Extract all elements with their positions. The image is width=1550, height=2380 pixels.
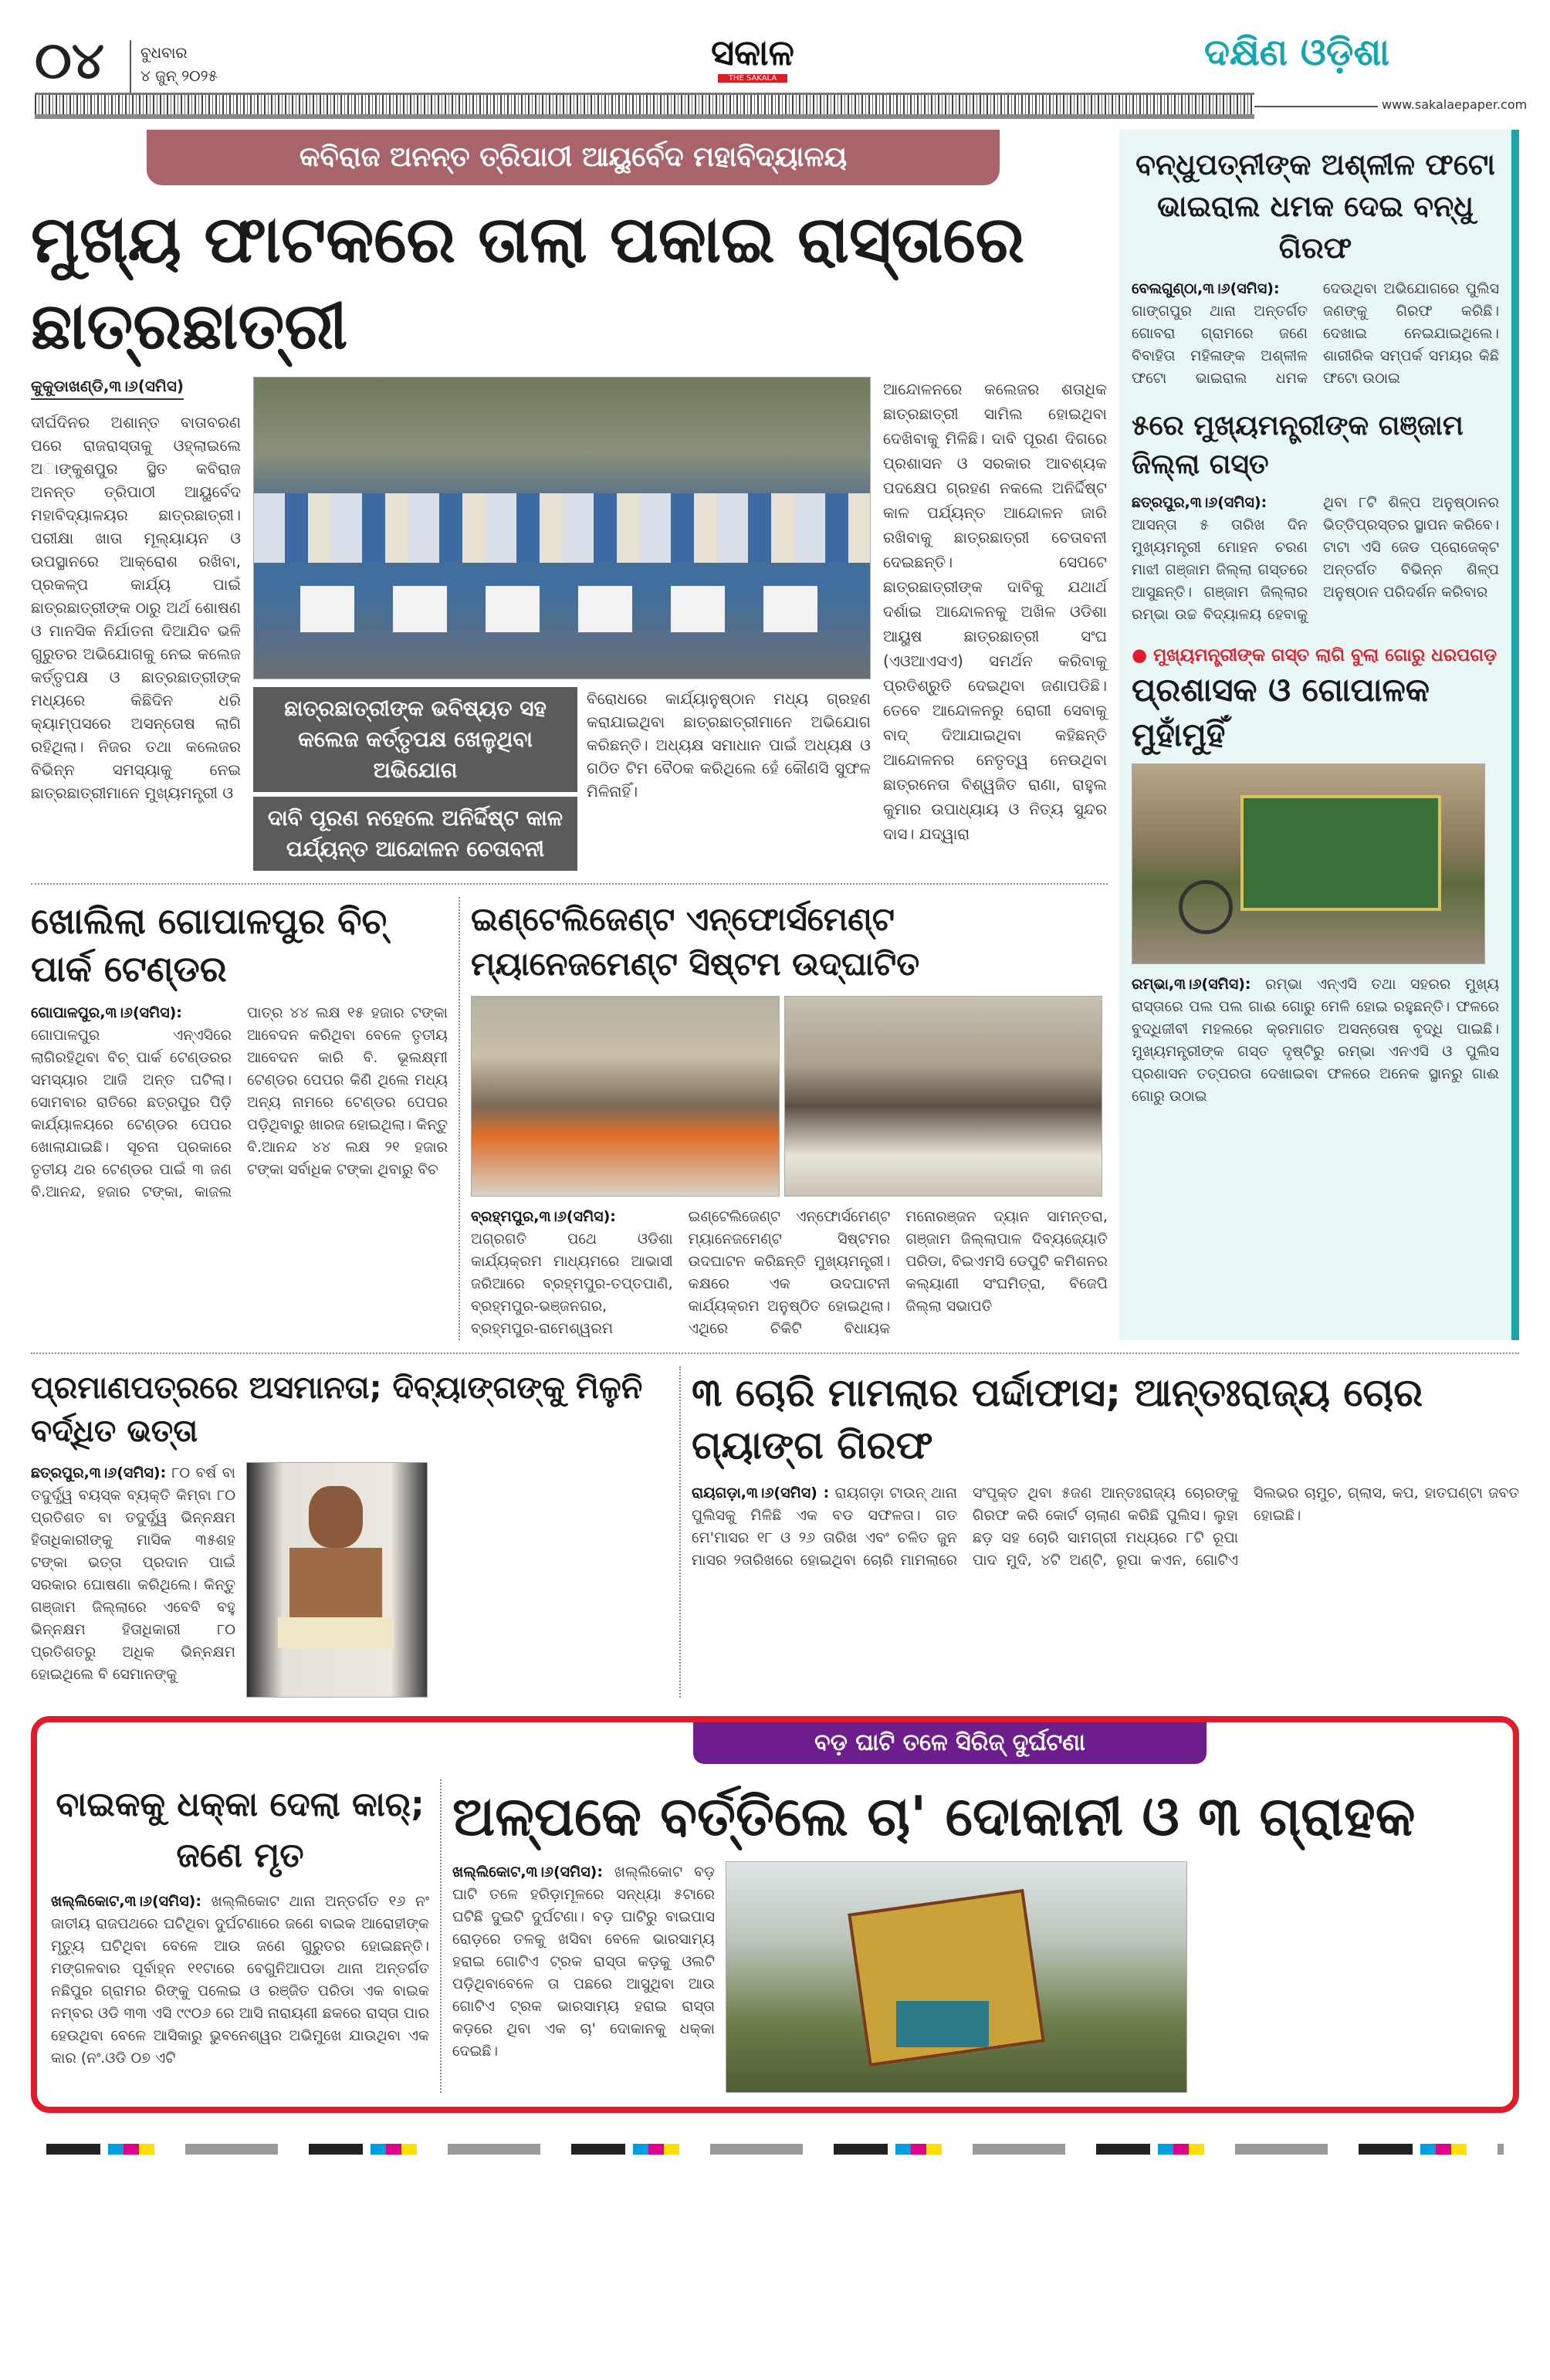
dateline: ଛତ୍ରପୁର,୩।୬(ସମିସ): [1132, 494, 1267, 511]
accident-tab: ବଡ଼ ଘାଟି ତଳେ ସିରିଜ୍ ଦୁର୍ଘଟଣା [693, 1722, 1206, 1764]
theft-article [679, 1366, 1519, 1698]
dateline: ବ୍ରହ୍ମପୁର,୩।୬(ସମିସ): [471, 1208, 616, 1225]
story-text: ଆସନ୍ତା ୫ ତାରିଖ ଦିନ ମୁଖ୍ୟମନ୍ତ୍ରୀ ମୋହନ ଚରଣ ମାଝୀ ଗଞ୍ଜାମ ଜିଲ୍ଲା ଗସ୍ତରେ ଆସୁଛନ୍ତି। ଗଞ୍ଜାମ ଜିଲ୍ଲାର ରମ୍ଭା ଉଚ୍ଚ ବିଦ୍ୟାଳୟ ହେବାକୁ ଥିବା ୮ଟି ଶିଳ୍ପ ଅନୁଷ୍ଠାନର ଭିତ୍ତିପ୍ରସ୍ତର ସ୍ଥାପନ କରିବେ। ଟାଟା ଏସି ଜେଡ ପ୍ରୋଜେକ୍ଟ ଅନ୍ତର୍ଗତ ବିଭିନ୍ନ ଶିଳ୍ପ ଅନୁଷ୍ଠାନ ପରିଦର୍ଶନ କରିବାର [1132, 494, 1499, 623]
dateline: ଖଲ୍ଲିକୋଟ,୩।୬(ସମିସ): [51, 1893, 201, 1910]
itms-headline: ଇଣ୍ଟେଲିଜେଣ୍ଟ ଏନ୍‌ଫୋର୍ସମେଣ୍ଟ ମ୍ୟାନେଜମେଣ୍ଟ ସିଷ୍ଟମ ଉଦ୍‌ଘାଟିତ [471, 900, 920, 983]
divyang-body-col1 [31, 1462, 235, 1698]
story-text: ଖଲ୍ଲିକୋଟ ଥାନା ଅନ୍ତର୍ଗତ ୧୬ ନଂ ଜାତୀୟ ରାଜପଥରେ ଘଟିଥିବା ଦୁର୍ଘଟଣାରେ ଜଣେ ବାଇକ ଆରୋହୀଙ୍କ ମୃତ୍ୟୁ ଘଟିଥିବା ବେଳେ ଆଉ ଜଣେ ଗୁରୁତର ହୋଇଛନ୍ତି। ମଙ୍ଗଳବାର ପୂର୍ବାହ୍ନ ୧୧ଟାରେ ବେଗୁନିଆପଡା ଥାନା ଅନ୍ତର୍ଗତ ନଛିପୁର ଗ୍ରାମର ରିଙ୍କୁ ପଲେଇ ଓ ରଞ୍ଜିତ ପରିଡା ଏକ ବାଇକ ନମ୍ବର ଓଡି ୩୩ ଏସି ୯୯୦୬ ରେ ଆସି ନାରାୟଣୀ ଛକରେ ରାସ୍ତା ପାର ହେଉଥିବା ବେଳେ ଆସିକାରୁ ଭୁବନେଶ୍ୱର ଅଭିମୁଖେ ଯାଉଥିବା ଏକ କାର (ନଂ.ଓଡି ୦୭ ଏଟି [51, 1893, 429, 2067]
sidebar-story3-body [1132, 973, 1499, 1108]
theft-body [692, 1482, 1519, 1572]
accident-photo-overturned-truck [726, 1861, 1187, 2093]
gopalpur-article [31, 897, 448, 1340]
sidebar-photo-cattle-van [1132, 763, 1485, 964]
gopalpur-body [31, 1002, 448, 1204]
lead-dateline: କୁକୁଡାଖଣ୍ଡି,୩।୬(ସମିସ) [31, 377, 184, 400]
logo-subtitle: THE SAKALA [718, 74, 787, 83]
divyang-headline: ପ୍ରମାଣପତ୍ରରେ ଅସମାନତା; ଦିବ୍ୟାଙ୍ଗଙ୍କୁ ମିଳୁନି ବର୍ଦ୍ଧିତ ଭତ୍ତା [31, 1370, 643, 1449]
website-url: www.sakalaepaper.com [1382, 97, 1528, 112]
story-text: ଖଲ୍ଲିକୋଟ ବଡ଼ ଘାଟି ତଳେ ହରିଡ଼ାମୂଳରେ ସନ୍ଧ୍ୟା ୫ଟାରେ ଘଟିଛି ଦୁଇଟି ଦୁର୍ଘଟଣା। ବଡ଼ ଘାଟିରୁ ବାଇପାସ ରୋଡ଼ରେ ତଳକୁ ଖସିବା ବେଳେ ଭାରସାମ୍ୟ ହରାଇ ଗୋଟିଏ ଟ୍ରକ ରାସ୍ତା କଡ଼କୁ ଓଲଟି ପଡ଼ିଥିବାବେଳେ ତା ପଛରେ ଆସୁଥିବା ଆଉ ଗୋଟିଏ ଟ୍ରକ ଭାରସାମ୍ୟ ହରାଇ ରାସ୍ତା କଡ଼ରେ ଥିବା ଏକ ଚା' ଦୋକାନକୁ ଧକ୍କା ଦେଇଛି। [452, 1864, 716, 2060]
dateline: ଛତ୍ରପୁର,୩।୬(ସମିସ): [31, 1464, 167, 1481]
logo-text: ସକାଳ [711, 32, 794, 73]
bike-headline: ବାଇକକୁ ଧକ୍କା ଦେଲା କାର୍; ଜଣେ ମୃତ [56, 1785, 425, 1875]
divyang-photo-man-wheelchair [246, 1462, 428, 1698]
itms-body [471, 1206, 1108, 1340]
bike-article [51, 1779, 429, 2093]
lead-body-col3: ବିରୋଧରେ କାର୍ଯ୍ୟାନୁଷ୍ଠାନ ମଧ୍ୟ ଗ୍ରହଣ କରାଯାଇଥିବା ଛାତ୍ରଛାତ୍ରୀମାନେ ଅଭିଯୋଗ କରିଛନ୍ତି। ଅଧ୍ୟକ୍ଷ ସମାଧାନ ପାଇଁ ଅଧ୍ୟକ୍ଷ ଓ ଗଠିତ ଟିମ ବୈଠକ କରିଥିଲେ ହେଁ କୌଣସି ସୁଫଳ ମିଳିନାହିଁ। [587, 689, 871, 801]
masthead-logo [683, 31, 822, 83]
accident-body [452, 1861, 715, 2093]
sidebar-story2-body [1132, 492, 1499, 626]
dateline: ରମ୍ଭା,୩।୬(ସମିସ): [1132, 976, 1251, 993]
page-number: ୦୪ [35, 31, 105, 90]
story-text: ଗାଙ୍ଗପୁର ଥାନା ଅନ୍ତର୍ଗତ ଗୋବରା ଗ୍ରାମରେ ଜଣେ ବିବାହିତା ମହିଳାଙ୍କ ଅଶ୍ଳୀଳ ଫଟୋ ଭାଇରାଲ ଧମକ ଦେଉଥିବା ଅଭିଯୋଗରେ ପୁଲିସ ଜଣଙ୍କୁ ଗିରଫ କରିଛି। ଦେଖାଇ ନେଇଯାଇଥିଲେ। ଶାରୀରିକ ସମ୍ପର୍କ ସମୟର କିଛି ଫଟୋ ଉଠାଇ [1132, 280, 1499, 387]
divider [130, 40, 131, 94]
lead-col1 [31, 377, 241, 871]
lead-middle [253, 377, 871, 871]
lead-headline: ମୁଖ୍ୟ ଫାଟକରେ ତାଲା ପକାଇ ରାସ୍ତାରେ ଛାତ୍ରଛାତ୍ରୀ [31, 201, 1025, 364]
dateline: ବେଲଗୁଣ୍ଠା,୩।୬(ସମିସ): [1132, 280, 1280, 297]
lead-body-col2: ଆନ୍ଦୋଳନରେ କଲେଜର ଶତାଧିକ ଛାତ୍ରଛାତ୍ରୀ ସାମିଲ ହୋଇଥିବା ଦେଖିବାକୁ ମିଳିଛି। ଦାବି ପୂରଣ ଦିଗରେ ପ୍ରଶାସନ ଓ ସରକାର ଆବଶ୍ୟକ ପଦକ୍ଷେପ ଗ୍ରହଣ ନକଲେ ଅନିର୍ଦ୍ଦିଷ୍ଟ କାଳ ପର୍ଯ୍ୟନ୍ତ ଆନ୍ଦୋଳନ ଜାରି ରଖିବାକୁ ଛାତ୍ରଛାତ୍ରୀ ଚେତାବନୀ ଦେଇଛନ୍ତି। ସେପଟେ ଛାତ୍ରଛାତ୍ରୀଙ୍କ ଦାବିକୁ ଯଥାର୍ଥ ଦର୍ଶାଇ ଆନ୍ଦୋଳନକୁ ଅଖିଳ ଓଡିଶା ଆୟୁଷ ଛାତ୍ରଛାତ୍ରୀ ସଂଘ (ଏଓଆଏସଏ) ସମର୍ଥନ କରିବାକୁ ପ୍ରତିଶ୍ରୁତି ଦେଇଥିବା ଜଣାପଡିଛି। ତେବେ ଆନ୍ଦୋଳନରୁ ରୋଗୀ ସେବାକୁ ବାଦ୍ ଦିଆଯାଇଥିବା କହିଛନ୍ତି ଆନ୍ଦୋଳନର ନେତୃତ୍ୱ ନେଉଥିବା ଛାତ୍ରନେତା ବିଶ୍ୱଜିତ ରାଣା, ରାହୁଲ କୁମାର ଉପାଧ୍ୟାୟ ଓ ନିତ୍ୟ ସୁନ୍ଦର ଦାସ। ଯଦ୍ୱାରା [883, 380, 1107, 843]
kicker-text: ମୁଖ୍ୟମନ୍ତ୍ରୀଙ୍କ ଗସ୍ତ ଲାଗି ବୁଲା ଗୋରୁ ଧରପଗଡ଼ [1153, 645, 1498, 665]
highlight-box-allegation: ଛାତ୍ରଛାତ୍ରୀଙ୍କ ଭବିଷ୍ୟତ ସହ କଲେଜ କର୍ତ୍ତୃପକ୍ଷ ଖେଳୁଥିବା ଅଭିଯୋଗ [253, 687, 577, 792]
itms-photo-audience [471, 996, 780, 1197]
issue-date: ୪ ଜୁନ୍ ୨୦୨୫ [140, 66, 218, 85]
gopalpur-headline: ଖୋଲିଲା ଗୋପାଳପୁର ବିଚ୍ ପାର୍କ ଟେଣ୍ଡର [31, 900, 388, 990]
sidebar-story1-headline: ବନ୍ଧୁପତ୍ନୀଙ୍କ ଅଶ୍ଳୀଳ ଫଟୋ ଭାଇରାଲ ଧମକ ଦେଇ ବନ୍ଧୁ ଗିରଫ [1135, 147, 1495, 265]
left-column [31, 130, 1108, 1340]
lead-photo-students-protest [253, 377, 871, 679]
accident-box [31, 1716, 1519, 2113]
story-text: ଅଗ୍ରଗତି ପଥେ ଓଡିଶା କାର୍ଯ୍ୟକ୍ରମ ମାଧ୍ୟମରେ ଆଭାସୀ ଜରିଆରେ ବ୍ରହ୍ମପୁର-ତପ୍ତପାଣି, ବ୍ରହ୍ମପୁର-ଭଞ୍ଜନଗର, ବ୍ରହ୍ମପୁର-ରାମେଶ୍ୱରମ ଇଣ୍ଟେଲିଜେଣ୍ଟ ଏନ୍ଫୋର୍ସମେଣ୍ଟ ମ୍ୟାନେଜମେଣ୍ଟ ସିଷ୍ଟମର ଉଦଘାଟନ କରିଛନ୍ତି ମୁଖ୍ୟମନ୍ତ୍ରୀ। କକ୍ଷରେ ଏକ ଉଦଘାଟନୀ କାର୍ଯ୍ୟକ୍ରମ ଅନୁଷ୍ଠିତ ହୋଇଥିଲା। ଏଥିରେ ଚିକିଟି ବିଧାୟକ ମନୋରଞ୍ଜନ ଦ୍ୟାନ ସାମନ୍ତରା, ଗଞ୍ଜାମ ଜିଲ୍ଲାପାଳ ଦିବ୍ୟଜ୍ୟୋତି ପରିଡା, ବିଇଏମସି ଡେପୁଟି କମିଶନର କଲ୍ୟାଣୀ ସଂଘମିତ୍ରା, ବିଜେପି ଜିଲ୍ଲା ସଭାପତି [471, 1208, 1108, 1337]
sidebar-story1-body [1132, 278, 1499, 390]
dateline: ରାୟଗଡ଼ା,୩।୬(ସମିସ) : [692, 1485, 830, 1501]
sidebar-panel [1119, 130, 1519, 1340]
section-title: ଦକ୍ଷିଣ ଓଡ଼ିଶା [1204, 31, 1390, 74]
accident-article [440, 1779, 1498, 2093]
story-text: ରାୟଗଡ଼ା ଟାଉନ୍ ଥାନା ପୁଲିସକୁ ମିଳିଛି ଏକ ବଡ ସଫଳତା। ଗତ ମେ'ମାସର ୧୮ ଓ ୨୬ ତାରିଖ ଏବଂ ଚଳିତ ଜୁନ ମାସର ୨ତାରିଖରେ ହୋଇଥିବା ଚୋରି ମାମଲାରେ ସଂପୃକ୍ତ ଥିବା ୫ଜଣ ଆନ୍ତଃରାଜ୍ୟ ଚୋରଙ୍କୁ ଗିରଫ କରି କୋର୍ଟ ଚାଲାଣ କରିଛି ପୁଲିସ। ଲୁହା ଛଡ଼ ସହ ଚୋରି ସାମଗ୍ରୀ ମଧ୍ୟରେ ୮ଟି ରୂପା ପାଦ ମୁଦି, ୪ଟି ଅଣ୍ଟି, ରୂପା କଏନ, ଗୋଟିଏ ସିଲଭର ଚାମୁଚ, ଗ୍ଲାସ, କପ, ହାତଘଣ୍ଟା ଜବତ ହୋଇଛି। [692, 1485, 1519, 1569]
accident-headline: ଅଳ୍ପକେ ବର୍ତ୍ତିଲେ ଚା' ଦୋକାନୀ ଓ ୩ ଗ୍ରାହକ [452, 1785, 1416, 1848]
accident-body-right [1198, 1861, 1498, 2093]
highlight-box-warning: ଦାବି ପୂରଣ ନହେଲେ ଅନିର୍ଦ୍ଦିଷ୍ଟ କାଳ ପର୍ଯ୍ୟନ୍ତ ଆନ୍ଦୋଳନ ଚେତାବନୀ [253, 797, 577, 871]
dateline: ଖଲ୍ଲିକୋଟ,୩।୬(ସମିସ): [452, 1864, 603, 1881]
highlight-boxes [253, 687, 577, 871]
barcode-rule [35, 93, 1254, 119]
story-text: ରମ୍ଭା ଏନ୍ଏସି ତଥା ସହରର ମୁଖ୍ୟ ରାସ୍ତାରେ ପଲ ପଲ ଗାଈ ଗୋରୁ ମେଳି ହୋଇ ରହୁଛନ୍ତି। ଫଳରେ ବୁଦ୍ଧିଜୀବୀ ମହଲରେ କ୍ରମାଗତ ଅସନ୍ତୋଷ ବୃଦ୍ଧି ପାଇଛି। ମୁଖ୍ୟମନ୍ତ୍ରୀଙ୍କ ଗସ୍ତ ଦୃଷ୍ଟିରୁ ରମ୍ଭା ଏନଏସି ଓ ପୁଲିସ ପ୍ରଶାସନ ତତ୍ପରତା ଦେଖାଇବା ଫଳରେ ଅନେକ ସ୍ଥାନରୁ ଗାଈ ଗୋରୁ ଉଠାଇ [1132, 976, 1499, 1105]
lead-kicker-banner: କବିରାଜ ଅନନ୍ତ ତ୍ରିପାଠୀ ଆୟୁର୍ବେଦ ମହାବିଦ୍ୟାଳୟ [147, 130, 1000, 185]
sidebar-story2-headline: ୫ରେ ମୁଖ୍ୟମନ୍ତ୍ରୀଙ୍କ ଗଞ୍ଜାମ ଜିଲ୍ଲା ଗସ୍ତ [1132, 410, 1464, 480]
sidebar-story3-headline: ପ୍ରଶାସକ ଓ ଗୋପାଳକ ମୁହାଁମୁହିଁ [1132, 671, 1430, 753]
weekday: ବୁଧବାର [140, 43, 188, 62]
itms-article [459, 897, 1108, 1340]
page-content [31, 130, 1519, 2155]
story-text: ଗୋପାଳପୁର ଏନ୍ଏସିରେ ଲାଗିରହିଥିବା ବିଚ୍ ପାର୍କ ଟେଣ୍ଡରର ସମସ୍ୟାର ଆଜି ଅନ୍ତ ଘଟିଲା। ସୋମବାର ରାତିରେ ଛତ୍ରପୁର ପିଡ଼ି କାର୍ଯ୍ୟାଳୟରେ ଟେଣ୍ଡର ପେପର ଖୋଲାଯାଇଛି। ସୂଚନା ପ୍ରକାରେ ତୃତୀୟ ଥର ଟେଣ୍ଡର ପାଇଁ ୩ ଜଣ ବି.ଆନନ୍ଦ, ହଜାର ଟଙ୍କା, କାଜଲ ପାତ୍ର ୪୪ ଲକ୍ଷ ୧୫ ହଜାର ଟଙ୍କା ଆବେଦନ କରିଥିବା ବେଳେ ତୃତୀୟ ଆବେଦନ କାରି ବି. ଭୂଲକ୍ଷ୍ମୀ ଟେଣ୍ଡର ପେପର କିଣି ଥିଲେ ମଧ୍ୟ ଅନ୍ୟ ନାମରେ ଟେଣ୍ଡର ପେପର ପଡ଼ିଥିବାରୁ ଖାରଜ ହୋଇଥିଲା। କିନ୍ତୁ ବି.ଆନନ୍ଦ ୪୪ ଲକ୍ଷ ୨୧ ହଜାର ଟଙ୍କା ସର୍ବାଧିକ ଟଙ୍କା ଥିବାରୁ ବିଚ [31, 1004, 448, 1200]
theft-headline: ୩ ଚୋରି ମାମଲାର ପର୍ଦ୍ଦାଫାସ; ଆନ୍ତଃରାଜ୍ୟ ଚୋର ଗ୍ୟାଙ୍ଗ ଗିରଫ [692, 1370, 1423, 1468]
story-text: ୮୦ ବର୍ଷ ବା ତଦୁର୍ଦ୍ଧ୍ୱ ବୟସ୍କ ବ୍ୟକ୍ତି କିମ୍ବା ୮୦ ପ୍ରତିଶତ ବା ତଦୁର୍ଦ୍ଧ୍ୱ ଭିନ୍ନକ୍ଷମ ହିତାଧିକାରୀଙ୍କୁ ମାସିକ ୩୫ଶହ ଟଙ୍କା ଭତ୍ତା ପ୍ରଦାନ ପାଇଁ ସରକାର ଘୋଷଣା କରିଥିଲେ। କିନ୍ତୁ ଗଞ୍ଜାମ ଜିଲ୍ଲାରେ ଏବେବି ବହୁ ଭିନ୍ନକ୍ଷମ ହିତାଧିକାରୀ ୮୦ ପ୍ରତିଶତରୁ ଅଧିକ ଭିନ୍ନକ୍ଷମ ହୋଇଥିଲେ ବି ସେମାନଙ୍କୁ [31, 1464, 235, 1683]
rule-line [1254, 106, 1378, 107]
lead-body-col1: ଦୀର୍ଘଦିନର ଅଶାନ୍ତ ବାତାବରଣ ପରେ ରାଜରାସ୍ତାକୁ ଓହ୍ଲାଇଲେ ଅାଙ୍କୁଶପୁର ସ୍ଥିତ କବିରାଜ ଅନନ୍ତ ତ୍ରିପାଠୀ ଆୟୁର୍ବେଦ ମହାବିଦ୍ୟାଳୟର ଛାତ୍ରଛାତ୍ରୀ। ପରୀକ୍ଷା ଖାତା ମୂଲ୍ୟାୟନ ଓ ଉପସ୍ଥାନରେ ଆକ୍ରୋଶ ରଖିବା, ପ୍ରକଳ୍ପ କାର୍ଯ୍ୟ ପାଇଁ ଛାତ୍ରଛାତ୍ରୀଙ୍କ ଠାରୁ ଅର୍ଥ ଶୋଷଣ ଓ ମାନସିକ ନିର୍ଯାତନା ଦିଆଯିବ ଭଳି ଗୁରୁତର ଅଭିଯୋଗକୁ ନେଇ କଲେଜ କର୍ତ୍ତୃପକ୍ଷ ଓ ଛାତ୍ରଛାତ୍ରୀଙ୍କ ମଧ୍ୟରେ କିଛିଦିନ ଧରି କ୍ୟାମ୍ପସରେ ଅସନ୍ତୋଷ ଲାଗି ରହିଥିଲା। ନିଜର ତଥା କଲେଜର ବିଭିନ୍ନ ସମସ୍ୟାକୁ ନେଇ ଛାତ୍ରଛାତ୍ରୀମାନେ ମୁଖ୍ୟମନ୍ତ୍ରୀ ଓ [31, 413, 241, 802]
sidebar-story3-kicker: ● ମୁଖ୍ୟମନ୍ତ୍ରୀଙ୍କ ଗସ୍ତ ଲାଗି ବୁଲା ଗୋରୁ ଧରପଗଡ଼ [1132, 645, 1498, 665]
dateline: ଗୋପାଳପୁର,୩।୬(ସମିସ): [31, 1004, 182, 1021]
bike-body [51, 1891, 429, 2070]
page-header [0, 0, 1550, 124]
itms-photo-dais [784, 996, 1102, 1197]
divyang-article [31, 1366, 664, 1698]
registration-bar [46, 2144, 1504, 2155]
